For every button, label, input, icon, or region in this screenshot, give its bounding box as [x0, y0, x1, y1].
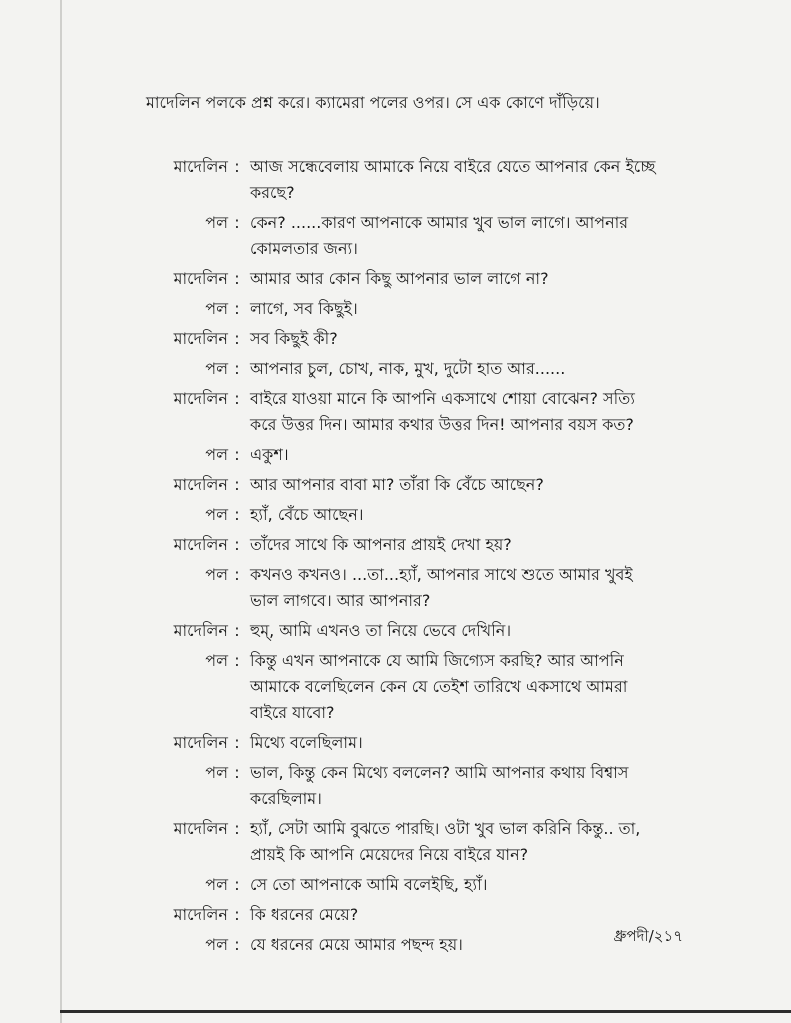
speaker-name: মাদেলিন [173, 329, 228, 348]
dialogue-turn [146, 618, 656, 644]
speaker-name: পল [205, 651, 228, 670]
speaker-colon: : [234, 819, 240, 838]
speaker-name: মাদেলিন [173, 269, 228, 288]
speaker-name: পল [205, 935, 228, 954]
speaker-name: পল [205, 213, 228, 232]
dialogue-turn [146, 210, 656, 262]
speaker-name: পল [205, 299, 228, 318]
dialogue-line: সব কিছুই কী? [250, 329, 338, 348]
dialogue-turn [146, 532, 656, 558]
dialogue-turn [146, 902, 656, 928]
dialogue-line: আজ সন্ধেবেলায় আমাকে নিয়ে বাইরে যেতে আপনার কেন ইচ্ছে করছে? [250, 157, 656, 202]
speaker-name: পল [205, 763, 228, 782]
dialogue-line: হ্যাঁ, বেঁচে আছেন। [250, 505, 364, 524]
speaker-name: পল [205, 565, 228, 584]
speaker-colon: : [234, 157, 240, 176]
speaker-colon: : [234, 763, 240, 782]
dialogue-turn [146, 932, 656, 958]
speaker-name: মাদেলিন [173, 389, 228, 408]
speaker-colon: : [234, 565, 240, 584]
dialogue-turn [146, 442, 656, 468]
speaker-colon: : [234, 905, 240, 924]
dialogue-line: কি ধরনের মেয়ে? [250, 905, 359, 924]
speaker-colon: : [234, 651, 240, 670]
page-bottom-edge [60, 1010, 791, 1013]
speaker-name: মাদেলিন [173, 157, 228, 176]
dialogue-turn [146, 816, 656, 868]
dialogue-turn [146, 502, 656, 528]
dialogue-block [146, 154, 656, 962]
speaker-name: পল [205, 505, 228, 524]
speaker-name: পল [205, 445, 228, 464]
speaker-colon: : [234, 733, 240, 752]
speaker-colon: : [234, 535, 240, 554]
speaker-colon: : [234, 269, 240, 288]
speaker-colon: : [234, 621, 240, 640]
dialogue-turn [146, 326, 656, 352]
speaker-colon: : [234, 329, 240, 348]
speaker-colon: : [234, 299, 240, 318]
dialogue-turn [146, 648, 656, 726]
dialogue-turn [146, 356, 656, 382]
page-left-edge [60, 0, 62, 1023]
dialogue-line: একুশ। [250, 445, 289, 464]
speaker-name: মাদেলিন [173, 819, 228, 838]
speaker-name: মাদেলিন [173, 621, 228, 640]
dialogue-turn [146, 296, 656, 322]
speaker-name: মাদেলিন [173, 535, 228, 554]
speaker-name: পল [205, 359, 228, 378]
dialogue-turn [146, 472, 656, 498]
speaker-colon: : [234, 475, 240, 494]
dialogue-turn [146, 760, 656, 812]
dialogue-line: কেন? ......কারণ আপনাকে আমার খুব ভাল লাগে। আপনার কোমলতার জন্য। [250, 213, 629, 258]
dialogue-line: বাইরে যাওয়া মানে কি আপনি একসাথে শোয়া বোঝেন? সত্যি করে উত্তর দিন। আমার কথার উত্তর দিন! আপনার বয়স কত? [250, 389, 635, 434]
speaker-name: মাদেলিন [173, 905, 228, 924]
dialogue-line: মিথ্যে বলেছিলাম। [250, 733, 363, 752]
dialogue-line: সে তো আপনাকে আমি বলেইছি, হ্যাঁ। [250, 875, 488, 894]
speaker-colon: : [234, 875, 240, 894]
dialogue-line: লাগে, সব কিছুই। [250, 299, 358, 318]
speaker-colon: : [234, 213, 240, 232]
dialogue-turn [146, 730, 656, 756]
speaker-colon: : [234, 359, 240, 378]
dialogue-line: তাঁদের সাথে কি আপনার প্রায়ই দেখা হয়? [250, 535, 512, 554]
dialogue-line: আমার আর কোন কিছু আপনার ভাল লাগে না? [250, 269, 549, 288]
page-number: ধ্রুপদী/২১৭ [613, 927, 683, 945]
speaker-colon: : [234, 389, 240, 408]
dialogue-turn [146, 266, 656, 292]
stage-direction: মাদেলিন পলকে প্রশ্ন করে। ক্যামেরা পলের ওপর। সে এক কোণে দাঁড়িয়ে। [146, 93, 600, 112]
dialogue-turn [146, 872, 656, 898]
dialogue-line: ভাল, কিন্তু কেন মিথ্যে বললেন? আমি আপনার কথায় বিশ্বাস করেছিলাম। [250, 763, 629, 808]
dialogue-line: আর আপনার বাবা মা? তাঁরা কি বেঁচে আছেন? [250, 475, 544, 494]
dialogue-line: যে ধরনের মেয়ে আমার পছন্দ হয়। [250, 935, 463, 954]
dialogue-line: কিন্তু এখন আপনাকে যে আমি জিগ্যেস করছি? আর আপনি আমাকে বলেছিলেন কেন যে তেইশ তারিখে একসাথে আমরা বাইরে যাবো? [250, 651, 628, 722]
speaker-colon: : [234, 445, 240, 464]
dialogue-line: হ্যাঁ, সেটা আমি বুঝতে পারছি। ওটা খুব ভাল করিনি কিন্তু.. তা, প্রায়ই কি আপনি মেয়েদের নিয়ে বাইরে যান? [250, 819, 641, 864]
dialogue-turn [146, 154, 656, 206]
speaker-name: পল [205, 875, 228, 894]
speaker-name: মাদেলিন [173, 733, 228, 752]
dialogue-turn [146, 386, 656, 438]
dialogue-line: হুম্, আমি এখনও তা নিয়ে ভেবে দেখিনি। [250, 621, 512, 640]
speaker-name: মাদেলিন [173, 475, 228, 494]
speaker-colon: : [234, 505, 240, 524]
dialogue-turn [146, 562, 656, 614]
speaker-colon: : [234, 935, 240, 954]
dialogue-line: কখনও কখনও। ...তা...হ্যাঁ, আপনার সাথে শুতে আমার খুবই ভাল লাগবে। আর আপনার? [250, 565, 633, 610]
dialogue-line: আপনার চুল, চোখ, নাক, মুখ, দুটো হাত আর...... [250, 359, 566, 378]
